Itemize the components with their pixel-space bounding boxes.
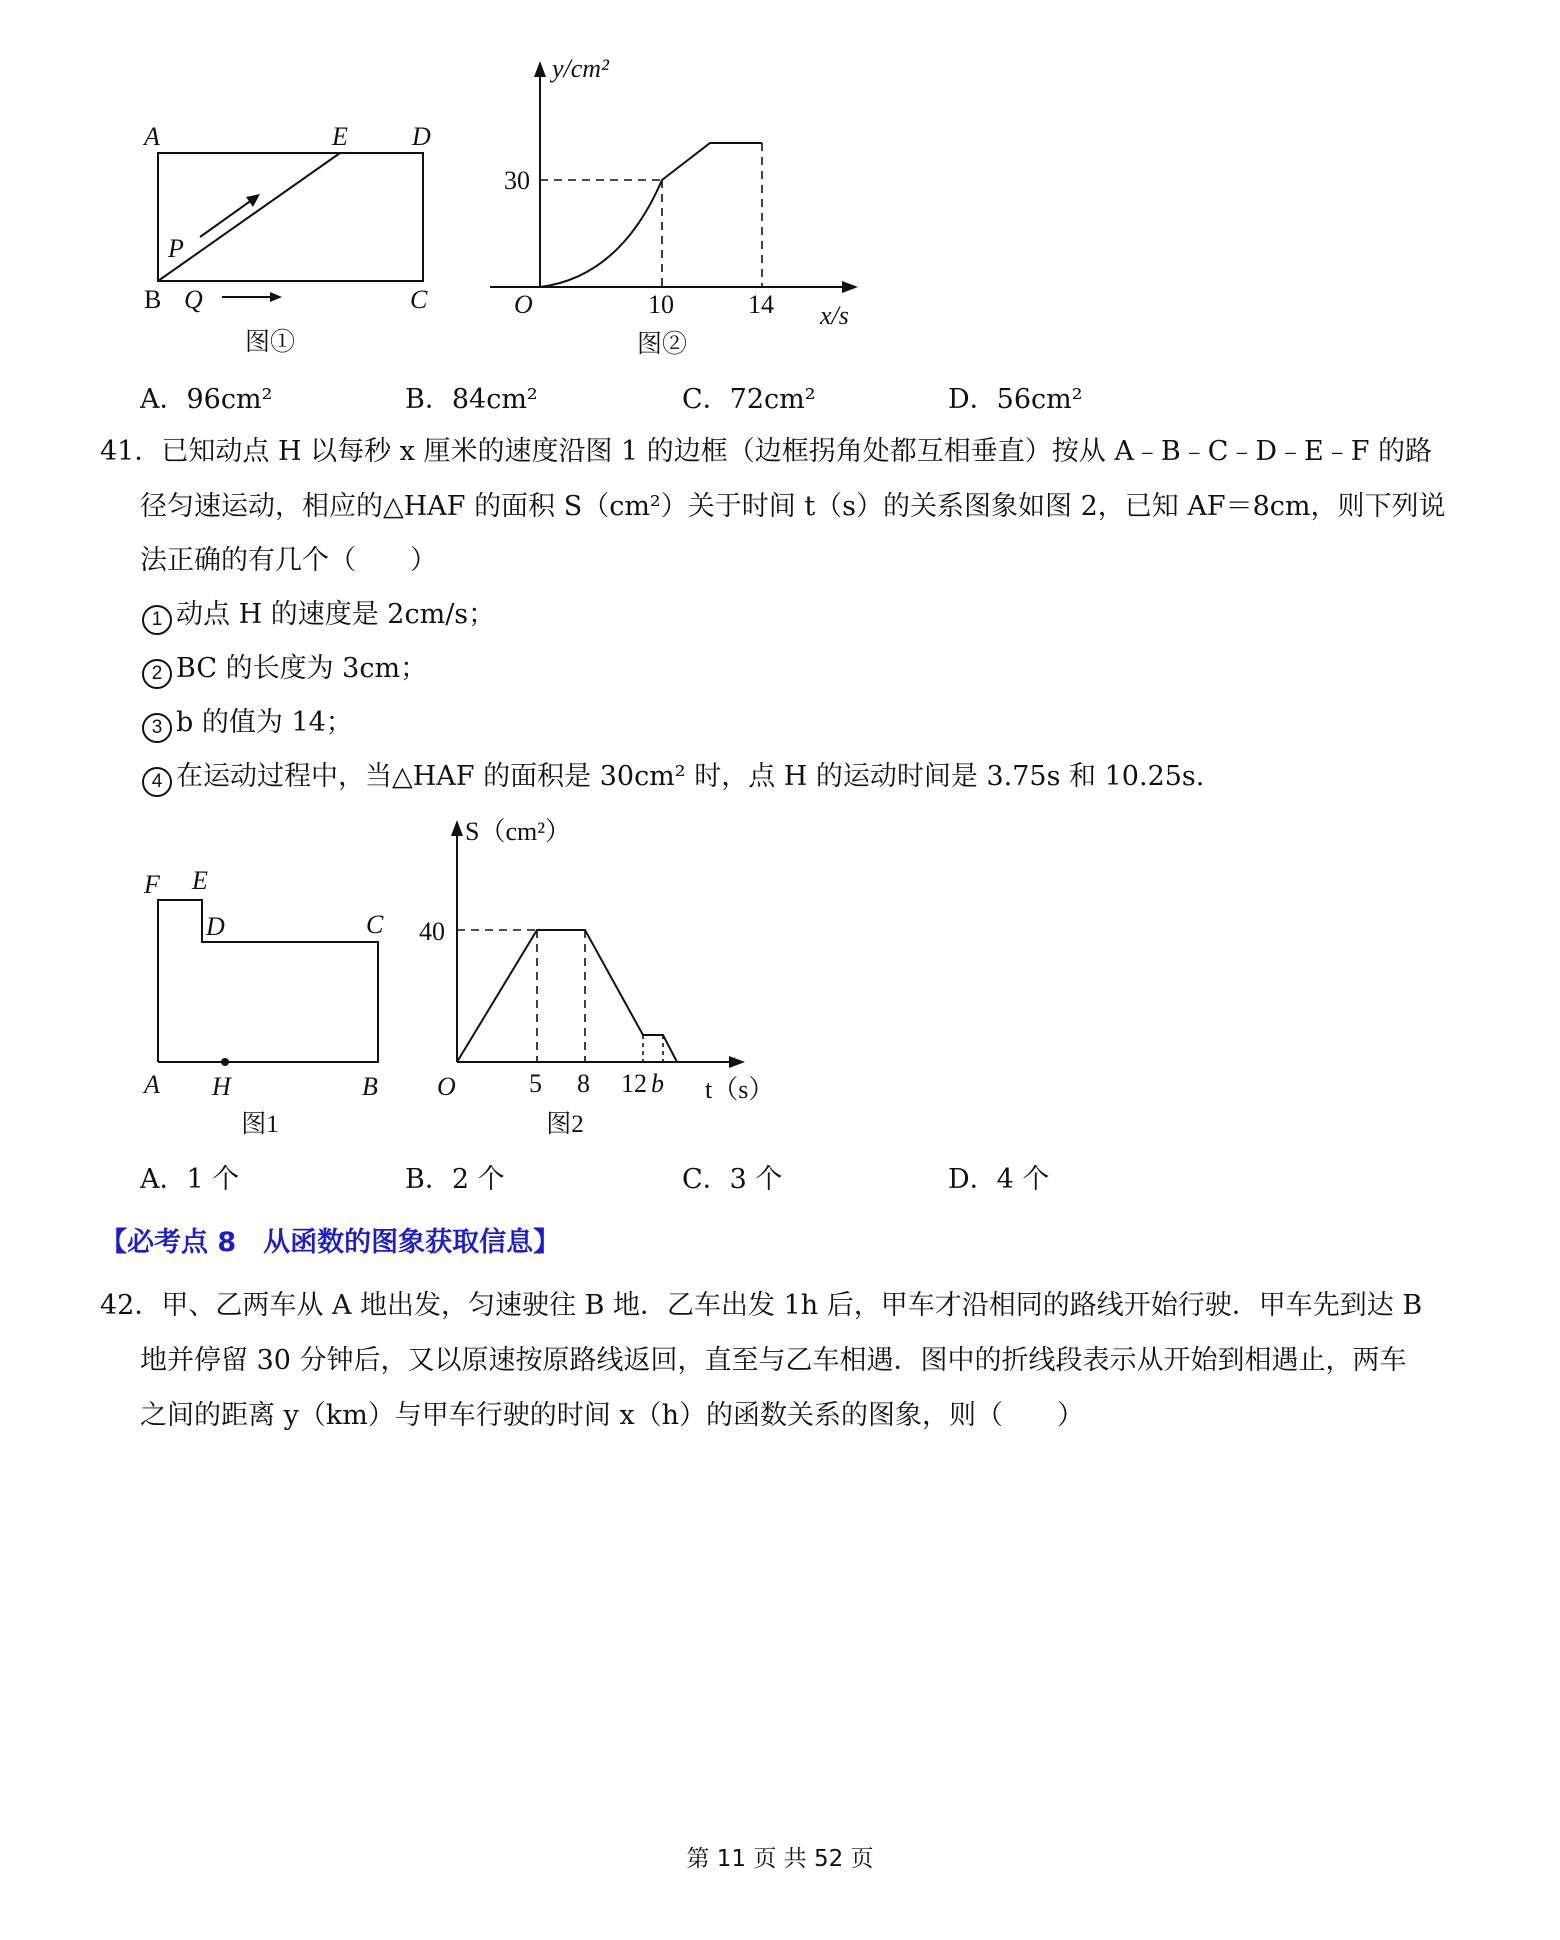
frame-outline: [158, 900, 378, 1062]
x-axis-arrow: [729, 1056, 745, 1068]
q41-text-line-1: 41．已知动点 H 以每秒 x 厘米的速度沿图 1 的边框（边框拐角处都互相垂直）按从 A﹣B﹣C﹣D﹣E﹣F 的路: [100, 436, 1433, 467]
label-a: A: [144, 1070, 160, 1099]
tick-30: 30: [504, 166, 530, 195]
label-c: C: [366, 910, 384, 939]
figure-caption: 图1: [241, 1111, 279, 1138]
label-q: Q: [184, 285, 203, 314]
x-axis-label: x/s: [820, 301, 849, 330]
q41-statement-2: [142, 651, 427, 689]
circled-number: 1: [142, 605, 172, 635]
circled-number: 2: [142, 659, 172, 689]
rectangle-abcd: [158, 153, 423, 281]
label-b: B: [144, 285, 162, 314]
circled-number: 3: [142, 713, 172, 743]
q40-option-d[interactable]: D．56cm²: [948, 384, 1083, 415]
q41-option-c[interactable]: C．3 个: [682, 1164, 783, 1195]
q40-figure-2: [480, 55, 880, 365]
y-axis-label: S（cm²）: [465, 817, 572, 846]
area-curve: [540, 143, 762, 287]
q41-figure-1: [130, 865, 410, 1150]
tick-b: b: [651, 1069, 664, 1098]
label-p: P: [168, 234, 184, 263]
statement-text: 动点 H 的速度是 2cm/s；: [176, 599, 496, 630]
q41-text-line-2: 径匀速运动，相应的△HAF 的面积 S（cm²）关于时间 t（s）的关系图象如图 2，已知 AF＝8cm，则下列说: [140, 491, 1446, 522]
tick-10: 10: [648, 290, 674, 319]
q42-text-line-1: 42．甲、乙两车从 A 地出发，匀速驶往 B 地．乙车出发 1h 后，甲车才沿相同的路线开始行驶．甲车先到达 B: [100, 1290, 1423, 1321]
page-footer: 第 11 页 共 52 页: [686, 1846, 874, 1872]
segment-be: [158, 153, 340, 281]
label-d: D: [206, 912, 225, 941]
q41-figure-2: [415, 810, 805, 1150]
point-h: [221, 1058, 229, 1066]
q40-option-c[interactable]: C．72cm²: [682, 384, 816, 415]
q41-statement-1: [142, 597, 495, 635]
label-h: H: [212, 1072, 231, 1101]
figure-caption: 图②: [636, 331, 688, 358]
tick-5: 5: [529, 1069, 542, 1098]
q41-text-line-3: 法正确的有几个（ ）: [140, 545, 437, 576]
label-f: F: [144, 870, 160, 899]
label-d: D: [412, 122, 431, 151]
x-axis-label: t（s）: [705, 1075, 775, 1104]
arrow-q-head: [270, 292, 282, 302]
figure-caption: 图2: [546, 1111, 584, 1138]
circled-number: 4: [142, 767, 172, 797]
origin-label: O: [437, 1072, 456, 1101]
tick-40: 40: [419, 917, 445, 946]
tick-12: 12: [621, 1069, 647, 1098]
origin-label: O: [514, 290, 533, 319]
q42-text-line-2: 地并停留 30 分钟后，又以原速按原路线返回，直至与乙车相遇．图中的折线段表示从开始到相遇止，两车: [140, 1345, 1407, 1376]
label-e: E: [332, 122, 348, 151]
tick-8: 8: [577, 1069, 590, 1098]
figure-caption: 图①: [244, 329, 296, 356]
statement-text: 在运动过程中，当△HAF 的面积是 30cm² 时，点 H 的运动时间是 3.75s 和 10.25s.: [176, 761, 1205, 792]
section-heading: 【必考点 8 从函数的图象获取信息】: [100, 1227, 561, 1258]
x-axis-arrow: [842, 281, 858, 293]
y-axis-arrow: [451, 820, 463, 836]
tick-14: 14: [748, 290, 774, 319]
area-graph: [457, 930, 677, 1062]
y-axis-arrow: [534, 61, 546, 77]
label-c: C: [410, 285, 428, 314]
q41-statement-4: [142, 759, 1204, 797]
q41-statement-3: [142, 705, 353, 743]
q41-option-d[interactable]: D．4 个: [948, 1164, 1050, 1195]
q40-option-a[interactable]: A．96cm²: [140, 384, 273, 415]
label-a: A: [144, 122, 160, 151]
arrow-p-head: [246, 194, 260, 207]
y-axis-label: y/cm²: [552, 55, 609, 83]
statement-text: BC 的长度为 3cm；: [176, 653, 428, 684]
q41-option-b[interactable]: B．2 个: [405, 1164, 505, 1195]
q40-option-b[interactable]: B．84cm²: [405, 384, 538, 415]
q41-option-a[interactable]: A．1 个: [140, 1164, 240, 1195]
q42-text-line-3: 之间的距离 y（km）与甲车行驶的时间 x（h）的函数关系的图象，则（ ）: [140, 1400, 1084, 1431]
q40-figure-1: [130, 115, 450, 365]
label-b: B: [362, 1072, 378, 1101]
label-e: E: [192, 866, 208, 895]
statement-text: b 的值为 14；: [176, 707, 353, 738]
